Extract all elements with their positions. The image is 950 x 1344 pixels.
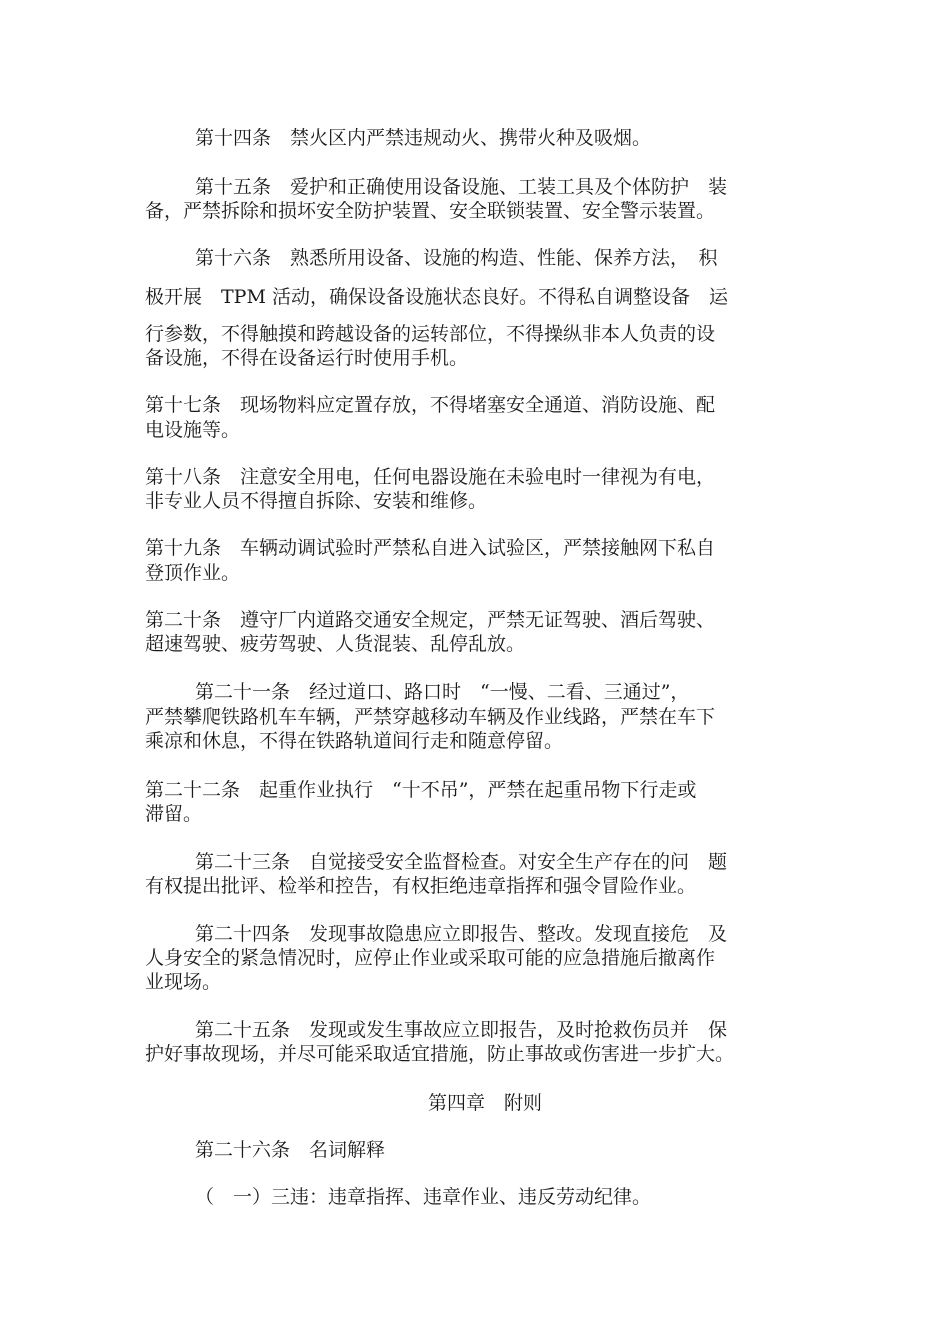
article-21-line-1: 第二十一条 经过道口、路口时 “一慢、二看、三通过”， [195,681,690,703]
article-16-line-3: 行参数，不得触摸和跨越设备的运转部位，不得操纵非本人负责的设 [145,323,716,345]
article-22-line-2: 滞留。 [145,803,203,825]
article-15-line-2: 备，严禁拆除和损坏安全防护装置、安全联锁装置、安全警示装置。 [145,200,716,222]
article-25-line-1: 第二十五条 发现或发生事故应立即报告，及时抢救伤员并 保 [195,1019,728,1041]
article-23-line-1: 第二十三条 自觉接受安全监督检查。对安全生产存在的问 题 [195,851,728,873]
article-16-line-1: 第十六条 熟悉所用设备、设施的构造、性能、保养方法， 积 [195,247,718,269]
article-20-line-1: 第二十条 遵守厂内道路交通安全规定，严禁无证驾驶、酒后驾驶、 [145,609,716,631]
article-18-line-1: 第十八条 注意安全用电，任何电器设施在未验电时一律视为有电， [145,466,716,488]
article-15-line-1: 第十五条 爱护和正确使用设备设施、工装工具及个体防护 装 [195,176,728,198]
article-17-line-1: 第十七条 现场物料应定置存放，不得堵塞安全通道、消防设施、配 [145,394,716,416]
article-17-line-2: 电设施等。 [145,419,241,441]
article-23-line-2: 有权提出批评、检举和控告，有权拒绝违章指挥和强令冒险作业。 [145,875,697,897]
article-24-line-2: 人身安全的紧急情况时，应停止作业或采取可能的应急措施后撤离作 [145,947,716,969]
definition-1-line-1: （ 一）三违：违章指挥、违章作业、违反劳动纪律。 [195,1186,652,1208]
article-19-line-2: 登顶作业。 [145,562,241,584]
article-16-line-4: 备设施，不得在设备运行时使用手机。 [145,347,469,369]
article-22-line-1: 第二十二条 起重作业执行 “十不吊”，严禁在起重吊物下行走或 [145,779,697,801]
article-24-line-1: 第二十四条 发现事故隐患应立即报告、整改。发现直接危 及 [195,923,728,945]
article-21-line-3: 乘凉和休息，不得在铁路轨道间行走和随意停留。 [145,730,564,752]
article-25-line-2: 护好事故现场，并尽可能采取适宜措施，防止事故或伤害进一步扩大。 [145,1043,735,1065]
chapter-4-heading: 第四章 附则 [428,1092,543,1114]
article-21-line-2: 严禁攀爬铁路机车车辆，严禁穿越移动车辆及作业线路，严禁在车下 [145,706,716,728]
article-20-line-2: 超速驾驶、疲劳驾驶、人货混装、乱停乱放。 [145,633,526,655]
article-26-line-1: 第二十六条 名词解释 [195,1139,386,1161]
article-18-line-2: 非专业人员不得擅自拆除、安装和维修。 [145,490,488,512]
article-16-line-2: 极开展 TPM 活动，确保设备设施状态良好。不得私自调整设备 运 [145,286,728,308]
article-19-line-1: 第十九条 车辆动调试验时严禁私自进入试验区，严禁接触网下私自 [145,537,716,559]
article-24-line-3: 业现场。 [145,971,222,993]
article-14-line-1: 第十四条 禁火区内严禁违规动火、携带火种及吸烟。 [195,127,652,149]
